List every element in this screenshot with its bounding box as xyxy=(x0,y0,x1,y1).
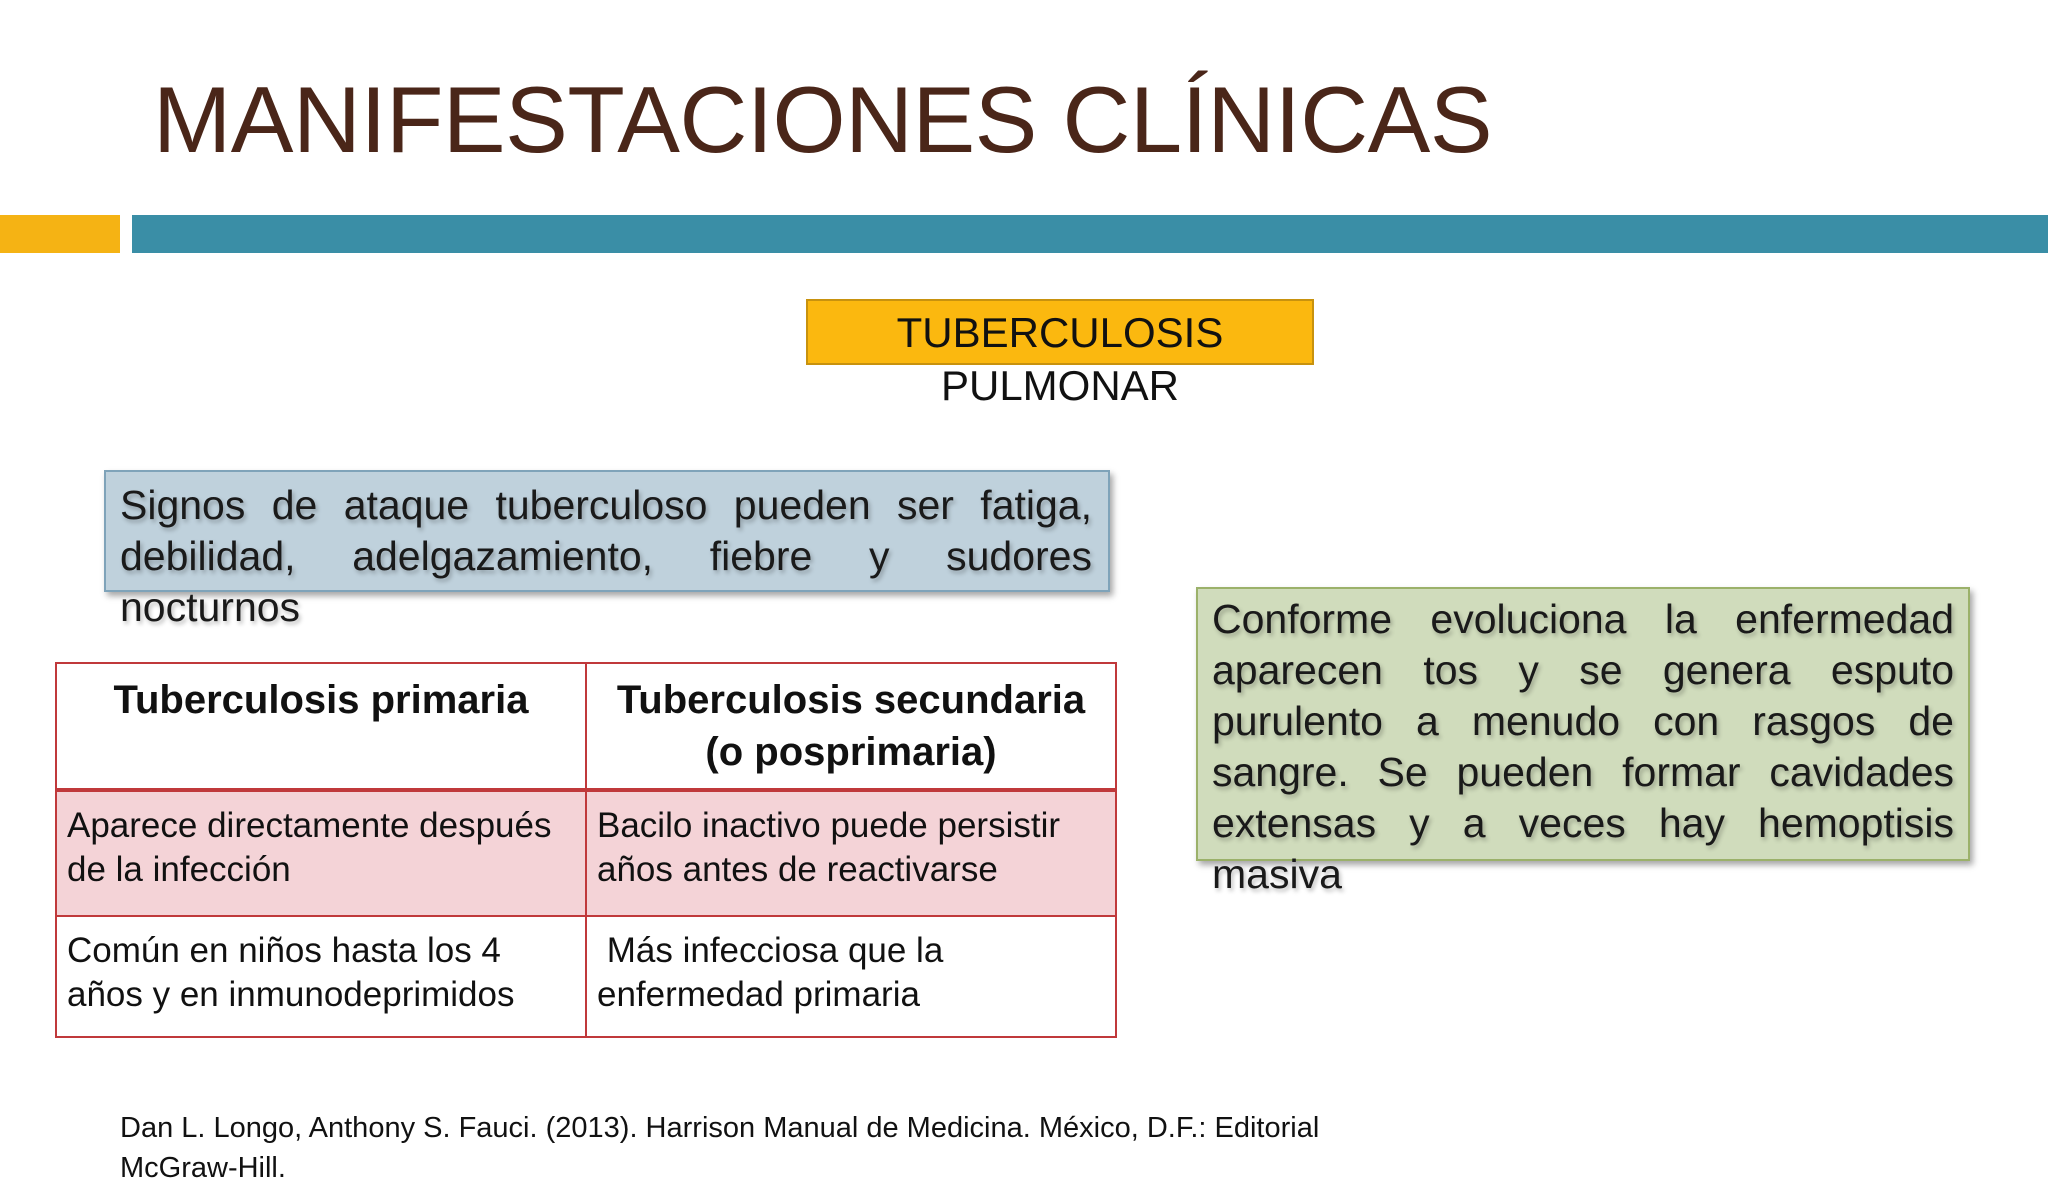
heading-line-1: TUBERCULOSIS xyxy=(896,309,1224,356)
table-header-row xyxy=(56,663,1116,790)
table-cell: Aparece directamente después de la infección xyxy=(56,790,586,916)
table-cell: Más infecciosa que la enfermedad primaria xyxy=(586,916,1116,1037)
tuberculosis-comparison-table xyxy=(55,662,1117,1038)
accent-bar-teal xyxy=(132,215,2048,253)
table-cell: Común en niños hasta los 4 años y en inmunodeprimidos xyxy=(56,916,586,1037)
table-row xyxy=(56,790,1116,916)
header-primary: Tuberculosis primaria xyxy=(56,663,586,790)
heading-line-2: PULMONAR xyxy=(940,362,1180,409)
table-cell: Bacilo inactivo puede persistir años antes de reactivarse xyxy=(586,790,1116,916)
accent-bar-orange xyxy=(0,215,120,253)
slide-title: MANIFESTACIONES CLÍNICAS xyxy=(153,67,1493,172)
signs-text: Signos de ataque tuberculoso pueden ser fatiga, debilidad, adelgazamiento, fiebre y sudores nocturnos xyxy=(120,482,1092,630)
header-secondary: Tuberculosis secundaria (o posprimaria) xyxy=(586,663,1116,790)
table-row xyxy=(56,916,1116,1037)
evolution-text: Conforme evoluciona la enfermedad aparecen tos y se genera esputo purulento a menudo con rasgos de sangre. Se pueden formar cavidades extensas y a veces hay hemoptisis masiva xyxy=(1212,596,1954,897)
citation: Dan L. Longo, Anthony S. Fauci. (2013). Harrison Manual de Medicina. México, D.F.: Editorial McGraw-Hill. xyxy=(120,1112,1320,1184)
